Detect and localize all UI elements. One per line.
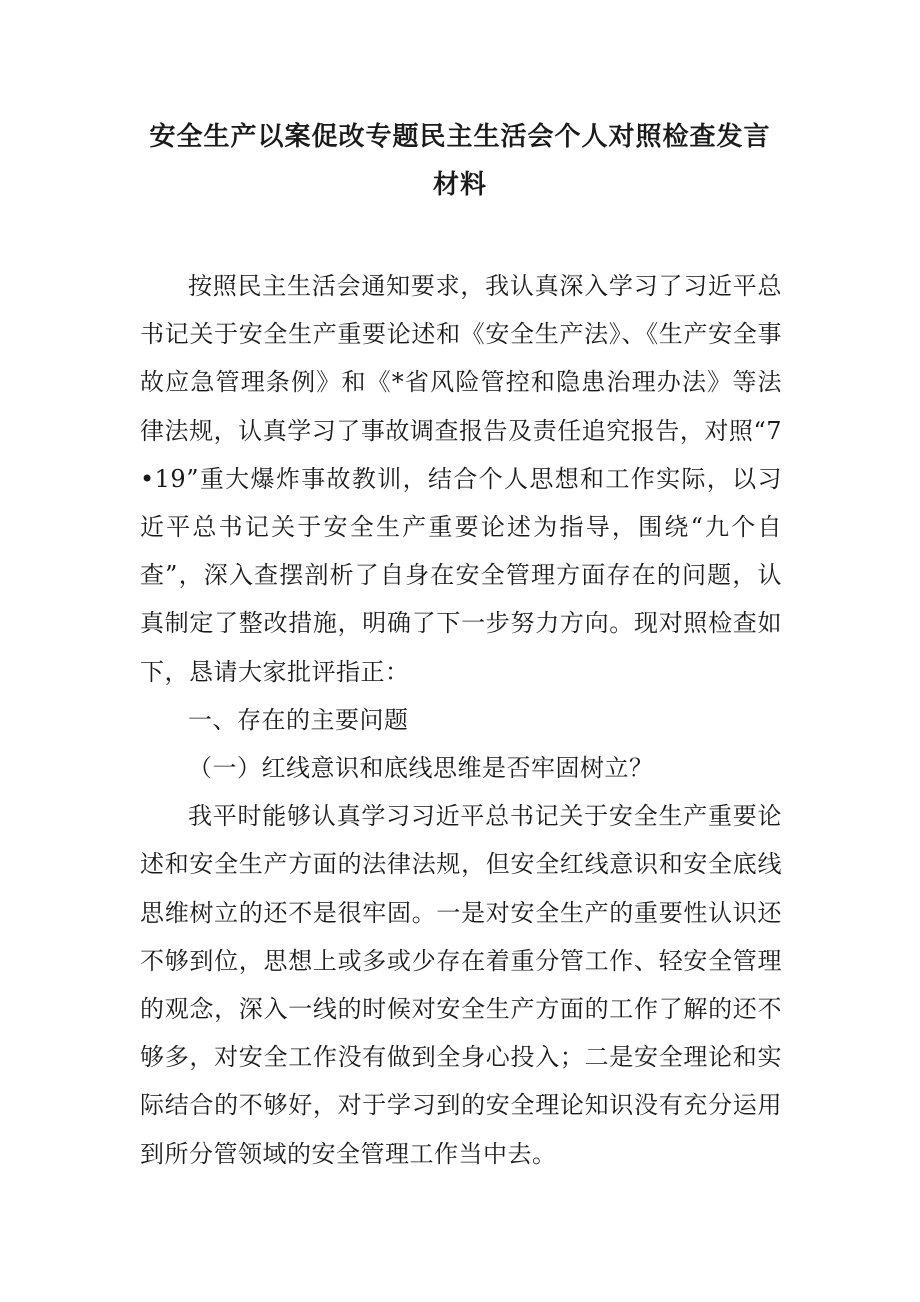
intro-paragraph: 按照民主生活会通知要求，我认真深入学习了习近平总书记关于安全生产重要论述和《安全生产法》、《生产安全事故应急管理条例》和《*省风险管控和隐患治理办法》等法律法规，认真学习了事故调查报告及责任追究报告，对照“7•19”重大爆炸事故教训，结合个人思想和工作实际，以习近平总书记关于安全生产重要论述为指导，围绕“九个自查”，深入查摆剖析了自身在安全管理方面存在的问题，认真制定了整改措施，明确了下一步努力方向。现对照检查如下，恳请大家批评指正： — [140, 272, 782, 686]
section-heading: 一、存在的主要问题 — [188, 705, 409, 734]
body-paragraph: 我平时能够认真学习习近平总书记关于安全生产重要论述和安全生产方面的法律法规，但安全红线意识和安全底线思维树立的还不是很牢固。一是对安全生产的重要性认识还不够到位，思想上或多或少存在着重分管工作、轻安全管理的观念，深入一线的时候对安全生产方面的工作了解的还不够多，对安全工作没有做到全身心投入；二是安全理论和实际结合的不够好，对于学习到的安全理论知识没有充分运用到所分管领域的安全管理工作当中去。 — [140, 802, 782, 1168]
document-body — [140, 262, 782, 1178]
document-title: 安全生产以案促改专题民主生活会个人对照检查发言材料 — [149, 122, 771, 200]
subsection-heading: （一）红线意识和底线思维是否牢固树立？ — [188, 754, 654, 783]
